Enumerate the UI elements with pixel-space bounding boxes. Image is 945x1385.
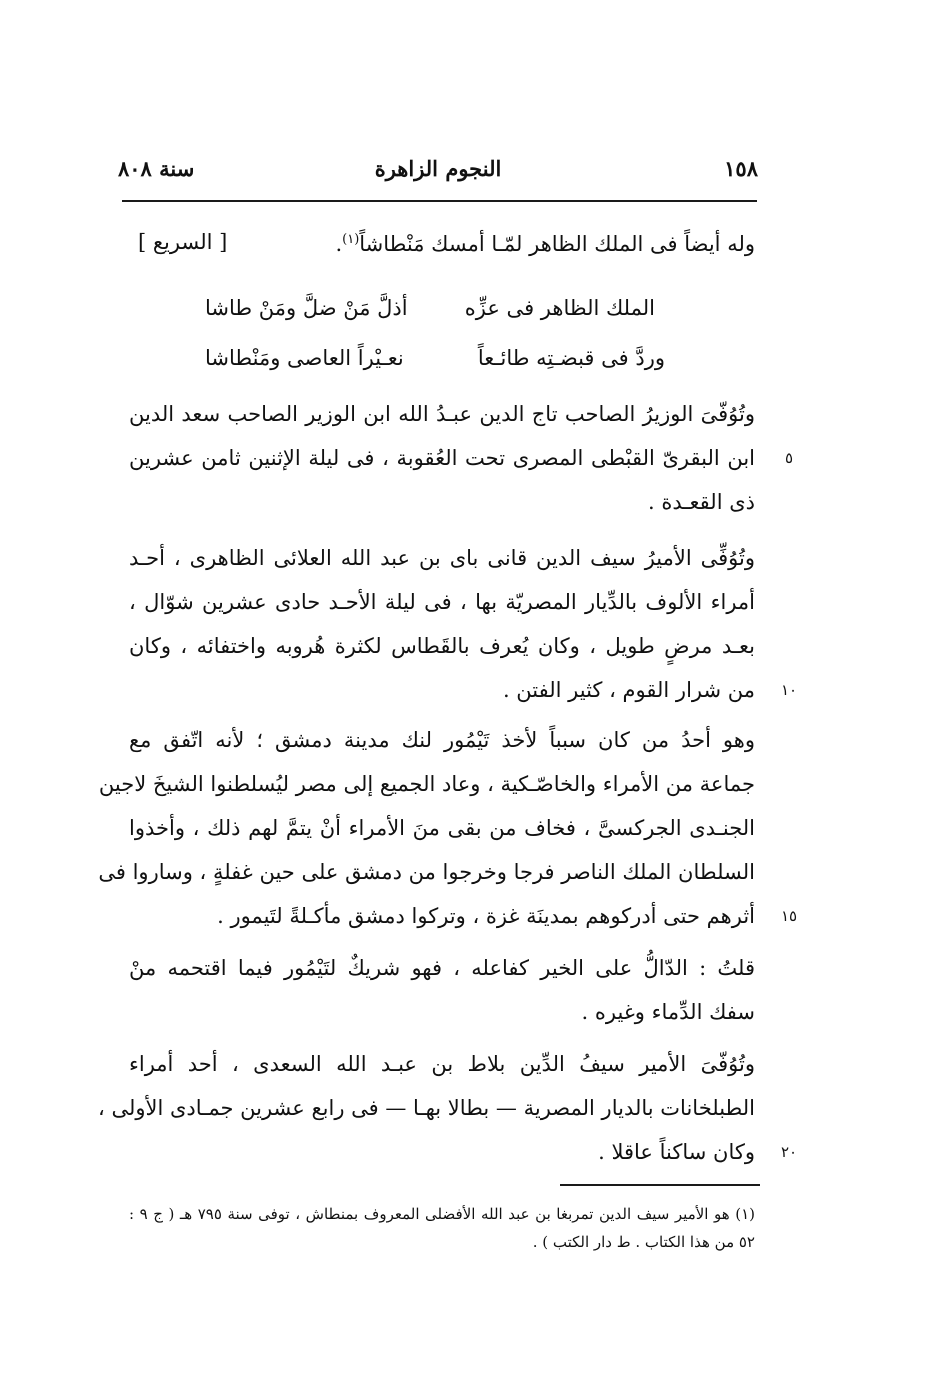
- line-number-5: ٥: [784, 449, 794, 467]
- page-number: ١٥٨: [724, 156, 758, 181]
- line-number-20: ٢٠: [780, 1143, 798, 1161]
- paragraph-1-line-3: ذى القعـدة .: [648, 490, 755, 514]
- year-label: سنة ٨٠٨: [118, 156, 195, 181]
- footnote-ref: (١): [342, 232, 360, 247]
- paragraph-5-line-3: وكان ساكناً عاقلا .: [598, 1140, 755, 1164]
- paragraph-3-line-2: جماعة من الأمراء والخاصّـكية ، وعاد الجميع إلى مصر ليُسلطنوا الشيخَ لاجين: [98, 772, 755, 796]
- book-title: النجوم الزاهرة: [374, 156, 502, 181]
- paragraph-2-line-3: بعـد مرضٍ طويل ، وكان يُعرف بالقَطاس لكثرة هُروبه واختفائه ، وكان: [129, 634, 755, 658]
- footnote-line-1: (١) هو الأمير سيف الدين تمربغا بن عبد الله الأفضلى المعروف بمنطاش ، توفى سنة ٧٩٥ هـ ( ج ٩ :: [129, 1205, 755, 1223]
- paragraph-3-line-5: أثرهم حتى أدركوهم بمدينَة غزة ، وتركوا دمشق مأكـلةً لتَيمور .: [217, 904, 755, 928]
- paragraph-5-line-1: وتُوُفّىَ الأمير سيفُ الدِّين بلاط بن عبـد الله السعدى ، أحد أمراء: [129, 1052, 755, 1076]
- paragraph-3-line-3: الجنـدى الجركسىَّ ، فخاف من بقى منَ الأمراء أنْ يتمَّ لهم ذلك ، وأخذوا: [129, 816, 755, 840]
- line-number-15: ١٥: [780, 907, 798, 925]
- poem-meter: [ السريع ]: [138, 230, 228, 254]
- verse-2-hemistich-1: وردَّ فى قبضـتِه طائـعاً: [477, 346, 665, 370]
- footnote-rule: [560, 1184, 760, 1186]
- running-header: [118, 152, 758, 188]
- verse-1-hemistich-1: الملك الظاهر فى عزِّه: [464, 296, 655, 320]
- line-number-10: ١٠: [780, 681, 798, 699]
- paragraph-2-line-4: من شرار القوم ، كثير الفتن .: [502, 678, 755, 702]
- paragraph-3-line-4: السلطان الملك الناصر فرجا وخرجوا من دمشق على حين غفلةٍ ، وساروا فى: [98, 860, 755, 884]
- paragraph-2-line-2: أمراء الألوف بالدِّيار المصريّة بها ، فى ليلة الأحـد حادى عشرين شوّال ،: [129, 590, 755, 614]
- verse-2-hemistich-2: نعـيْراً العاصى ومَنْطاشا: [205, 346, 404, 370]
- paragraph-4-line-1: قلتُ : الدّالُّ على الخير كفاعله ، فهو شريكٌ لتَيْمُور فيما اقتحمه منْ: [129, 956, 755, 980]
- poem-intro: وله أيضاً فى الملك الظاهر لمّـا أمسك مَنْطاشاً$^{(١)}$.: [335, 232, 755, 256]
- paragraph-1-line-2: ابن البقرىّ القبْطى المصرى تحت العُقوبة ، فى ليلة الإثنين ثامن عشرين: [129, 446, 755, 470]
- paragraph-4-line-2: سفك الدِّماء وغيره .: [581, 1000, 755, 1024]
- paragraph-2-line-1: وتُوُفِّى الأميرُ سيف الدين قانى باى بن عبد الله العلائى الظاهرى ، أحـد: [129, 546, 755, 570]
- paragraph-5-line-2: الطبلخانات بالديار المصرية — بطالا بهـا — فى رابع عشرين جمـادى الأولى ،: [98, 1096, 755, 1120]
- poem-intro-text: وله أيضاً فى الملك الظاهر لمّـا أمسك مَنْطاشاً: [359, 232, 755, 256]
- header-rule: [122, 200, 757, 202]
- paragraph-3-line-1: وهو أحدُ من كان سبباً لأخذ تَيْمُور لنك مدينة دمشق ؛ لأنه اتّفق مع: [129, 728, 755, 752]
- footnote-line-2: ٥٢ من هذا الكتاب . ط دار الكتب ) .: [532, 1233, 755, 1251]
- paragraph-1-line-1: وتُوُفّىَ الوزيرُ الصاحب تاج الدين عبـدُ الله ابن الوزير الصاحب سعد الدين: [129, 402, 755, 426]
- verse-1-hemistich-2: أذلَّ مَنْ ضلَّ ومَنْ طاشا: [205, 296, 408, 320]
